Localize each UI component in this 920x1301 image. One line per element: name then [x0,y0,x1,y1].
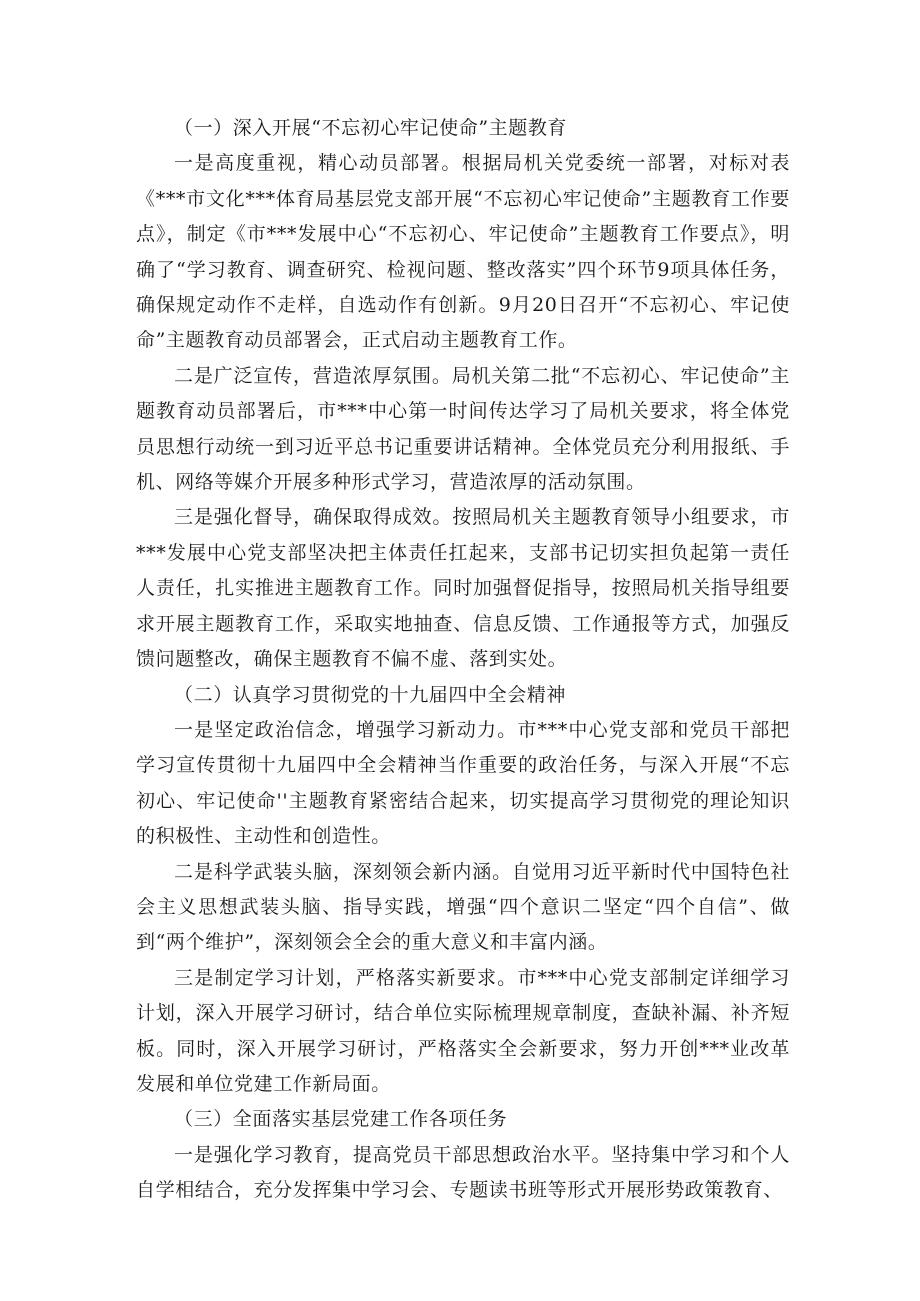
document-body [136,111,790,1209]
paragraph-2: 二是广泛宣传，营造浓厚氛围。局机关第二批“不忘初心、牢记使命”主题教育动员部署后，市***中心第一时间传达学习了局机关要求，将全体党员思想行动统一到习近平总书记重要讲话精神。全体党员充分利用报纸、手机、网络等媒介开展多种形式学习，营造浓厚的活动氛围。 [136,364,790,494]
section-heading-2: （二）认真学习贯彻党的十九届四中全会精神 [174,683,567,706]
paragraph-1: 一是高度重视，精心动员部署。根据局机关党委统一部署，对标对表《***市文化***体育局基层党支部开展“不忘初心牢记使命”主题教育工作要点》，制定《市***发展中心“不忘初心、牢记使命”主题教育工作要点》，明确了“学习教育、调查研究、检视问题、整改落实”四个环节9项具体任务，确保规定动作不走样，自选动作有创新。9月20日召开“不忘初心、牢记使命”主题教育动员部署会，正式启动主题教育工作。 [136,152,790,352]
paragraph-3: 三是强化督导，确保取得成效。按照局机关主题教育领导小组要求，市***发展中心党支部坚决把主体责任扛起来，支部书记切实担负起第一责任人责任，扎实推进主题教育工作。同时加强督促指导，按照局机关指导组要求开展主题教育工作，采取实地抽查、信息反馈、工作通报等方式，加强反馈问题整改，确保主题教育不偏不虚、落到实处。 [136,506,790,671]
section-heading-3: （三）全面落实基层党建工作各项任务 [174,1108,508,1131]
paragraph-6: 三是制定学习计划，严格落实新要求。市***中心党支部制定详细学习计划，深入开展学习研讨，结合单位实际梳理规章制度，查缺补漏、补齐短板。同时，深入开展学习研讨，严格落实全会新要求，努力开创***业改革发展和单位党建工作新局面。 [136,966,790,1095]
paragraph-5: 二是科学武装头脑，深刻领会新内涵。自觉用习近平新时代中国特色社会主义思想武装头脑、指导实践，增强“四个意识二坚定“四个自信”、做到“两个维护”，深刻领会全会的重大意义和丰富内涵。 [136,860,790,954]
paragraph-7: 一是强化学习教育，提高党员干部思想政治水平。坚持集中学习和个人自学相结合，充分发挥集中学习会、专题读书班等形式开展形势政策教育、 [136,1143,790,1202]
paragraph-4: 一是坚定政治信念，增强学习新动力。市***中心党支部和党员干部把学习宣传贯彻十九届四中全会精神当作重要的政治任务，与深入开展“不忘初心、牢记使命''主题教育紧密结合起来，切实提高学习贯彻党的理论知识的积极性、主动性和创造性。 [136,718,790,848]
section-heading-1: （一）深入开展“不忘初心牢记使命”主题教育 [174,117,568,139]
